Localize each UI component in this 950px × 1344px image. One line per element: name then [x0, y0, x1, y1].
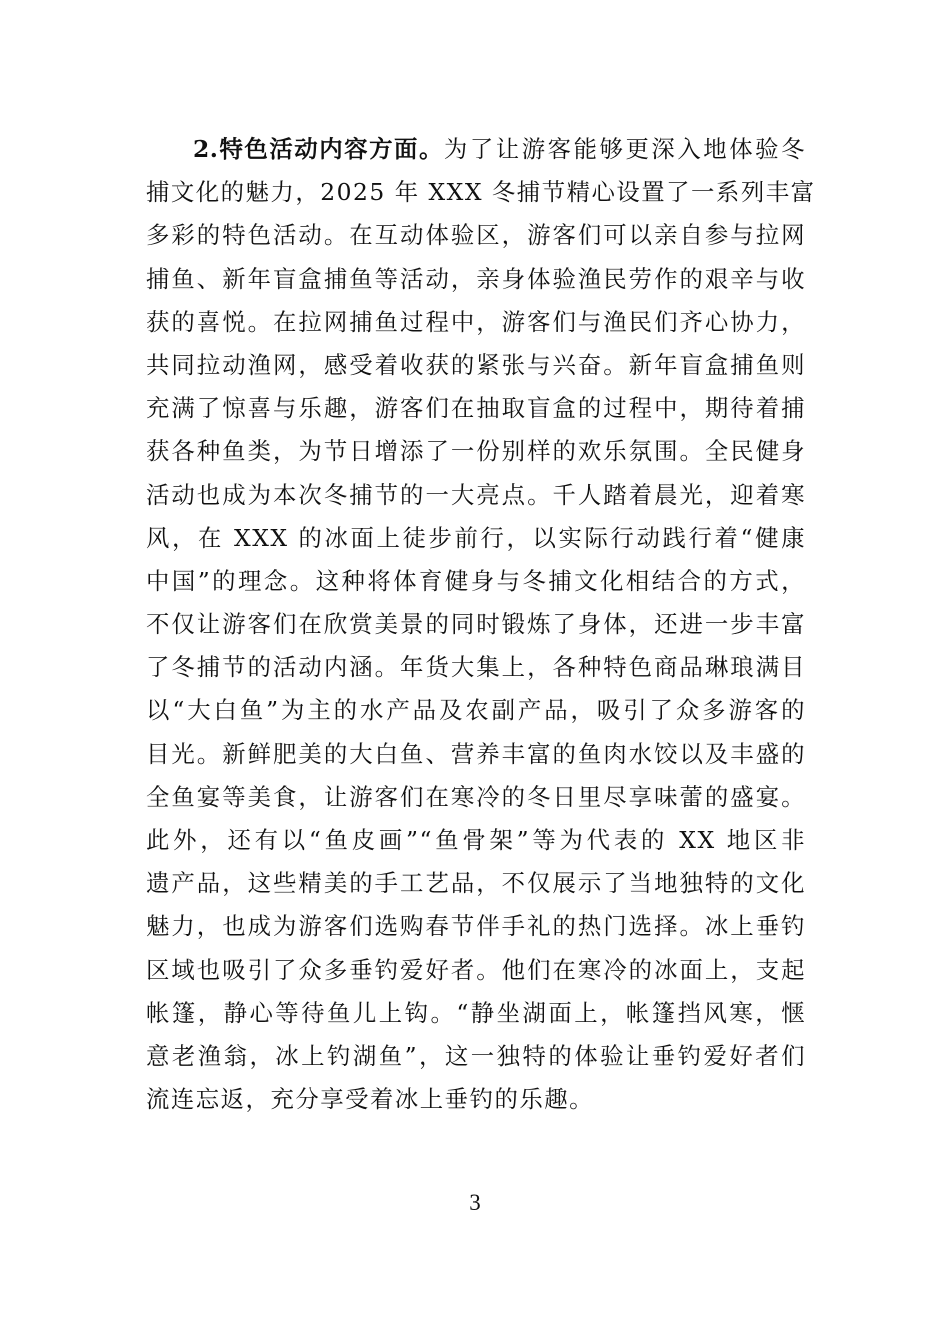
paragraph-line: 共同拉动渔网，感受着收获的紧张与兴奋。新年盲盒捕鱼则 [146, 350, 806, 379]
paragraph-line: 不仅让游客们在欣赏美景的同时锻炼了身体，还进一步丰富 [146, 610, 806, 639]
body-paragraph [146, 128, 816, 1121]
paragraph-line: 帐篷，静心等待鱼儿上钩。“静坐湖面上，帐篷挡风寒，惬 [146, 998, 806, 1027]
paragraph-line: 了冬捕节的活动内涵。年货大集上，各种特色商品琳琅满目 [146, 653, 806, 682]
paragraph-line: 多彩的特色活动。在互动体验区，游客们可以亲自参与拉网 [146, 221, 806, 250]
paragraph-line: 风，在 XXX 的冰面上徒步前行，以实际行动践行着“健康 [146, 523, 806, 552]
paragraph-line: 遗产品，这些精美的手工艺品，不仅展示了当地独特的文化 [146, 869, 806, 898]
paragraph-line: 意老渔翁，冰上钓湖鱼”，这一独特的体验让垂钓爱好者们 [146, 1041, 806, 1070]
paragraph-line: 全鱼宴等美食，让游客们在寒冷的冬日里尽享味蕾的盛宴。 [146, 782, 806, 811]
section-heading: 2.特色活动内容方面。 [193, 135, 444, 163]
paragraph-line: 目光。新鲜肥美的大白鱼、营养丰富的鱼肉水饺以及丰盛的 [146, 739, 806, 768]
paragraph-line: 中国”的理念。这种将体育健身与冬捕文化相结合的方式， [146, 566, 806, 595]
paragraph-line: 获各种鱼类，为节日增添了一份别样的欢乐氛围。全民健身 [146, 437, 806, 466]
paragraph-line-text: 为了让游客能够更深入地体验冬 [443, 135, 807, 163]
paragraph-line: 魅力，也成为游客们选购春节伴手礼的热门选择。冰上垂钓 [146, 912, 806, 941]
paragraph-line: 区域也吸引了众多垂钓爱好者。他们在寒冷的冰面上，支起 [146, 955, 806, 984]
paragraph-line: 获的喜悦。在拉网捕鱼过程中，游客们与渔民们齐心协力， [146, 307, 806, 336]
page-number: 3 [469, 1190, 481, 1215]
paragraph-line: 活动也成为本次冬捕节的一大亮点。千人踏着晨光，迎着寒 [146, 480, 806, 509]
paragraph-line: 捕文化的魅力，2025 年 XXX 冬捕节精心设置了一系列丰富 [146, 178, 816, 207]
paragraph-line: 流连忘返，充分享受着冰上垂钓的乐趣。 [146, 1085, 595, 1114]
paragraph-line: 此外，还有以“鱼皮画”“鱼骨架”等为代表的 XX 地区非 [146, 826, 806, 854]
paragraph-line: 以“大白鱼”为主的水产品及农副产品，吸引了众多游客的 [146, 696, 806, 725]
paragraph-line: 捕鱼、新年盲盒捕鱼等活动，亲身体验渔民劳作的艰辛与收 [146, 264, 806, 293]
paragraph-line [146, 128, 806, 171]
paragraph-line: 充满了惊喜与乐趣，游客们在抽取盲盒的过程中，期待着捕 [146, 394, 806, 423]
